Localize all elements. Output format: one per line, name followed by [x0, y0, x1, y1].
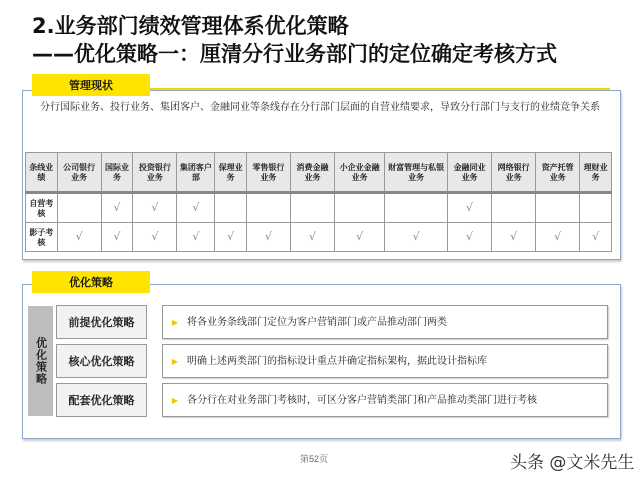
- check-icon: √: [246, 223, 290, 252]
- check-icon: √: [448, 223, 492, 252]
- table-cell: [385, 193, 448, 223]
- check-icon: √: [580, 223, 612, 252]
- strategy-text: 各分行在对业务部门考核时，可区分客户营销类部门和产品推动类部门进行考核: [187, 394, 537, 406]
- check-icon: √: [335, 223, 385, 252]
- strategy-name: 核心优化策略: [56, 344, 147, 378]
- watermark: 头条 @文米先生: [510, 453, 635, 473]
- table-header-cell: 消费金融业务: [290, 153, 334, 193]
- table-cell: [536, 193, 580, 223]
- current-status-description: 分行国际业务、投行业务、集团客户、金融同业等条线存在分行部门层面的自营业绩要求，导致分行部门与支行的业绩竞争关系: [40, 102, 600, 113]
- table-header-cell: 国际业务: [101, 153, 133, 193]
- check-icon: √: [290, 223, 334, 252]
- triangle-bullet-icon: ▶: [171, 317, 179, 327]
- strategy-text: 明确上述两类部门的指标设计重点并确定指标架构，据此设计指标库: [187, 355, 487, 367]
- table-cell: [290, 193, 334, 223]
- check-icon: √: [385, 223, 448, 252]
- table-header-cell: 财富管理与私银业务: [385, 153, 448, 193]
- check-icon: √: [57, 223, 101, 252]
- check-icon: √: [177, 223, 215, 252]
- check-icon: √: [536, 223, 580, 252]
- table-cell: [335, 193, 385, 223]
- optimize-side-label: 优化策略: [28, 306, 53, 416]
- table-header-cell: 投资银行业务: [133, 153, 177, 193]
- check-icon: √: [133, 223, 177, 252]
- strategy-description: [162, 305, 608, 339]
- triangle-bullet-icon: ▶: [171, 395, 179, 405]
- row-label: 自营考核: [26, 193, 58, 223]
- table-header-cell: 公司银行业务: [57, 153, 101, 193]
- strategy-description: [162, 344, 608, 378]
- table-header-cell: 集团客户部: [177, 153, 215, 193]
- triangle-bullet-icon: ▶: [171, 356, 179, 366]
- page-subtitle: ——优化策略一：厘清分行业务部门的定位确定考核方式: [32, 42, 557, 66]
- check-icon: √: [177, 193, 215, 223]
- table-row: [26, 193, 612, 223]
- table-row: [26, 223, 612, 252]
- table-header-cell: 小企业金融业务: [335, 153, 385, 193]
- optimize-tab: 优化策略: [32, 271, 150, 293]
- table-header-cell: 零售银行业务: [246, 153, 290, 193]
- check-icon: √: [492, 223, 536, 252]
- current-status-tab: 管理现状: [32, 74, 150, 96]
- table-header-cell: 保理业务: [215, 153, 247, 193]
- strategy-name: 前提优化策略: [56, 305, 147, 339]
- page-title: 2.业务部门绩效管理体系优化策略: [32, 14, 349, 38]
- table-cell: [57, 193, 101, 223]
- row-label: 影子考核: [26, 223, 58, 252]
- check-icon: √: [448, 193, 492, 223]
- strategy-text: 将各业务条线部门定位为客户营销部门或产品推动部门两类: [187, 316, 447, 328]
- table-header-cell: 条线业绩: [26, 153, 58, 193]
- table-header-cell: 资产托管业务: [536, 153, 580, 193]
- table-cell: [492, 193, 536, 223]
- check-icon: √: [133, 193, 177, 223]
- assessment-table: [25, 152, 612, 252]
- table-header-cell: 理财业务: [580, 153, 612, 193]
- table-header-cell: 金融同业业务: [448, 153, 492, 193]
- table-cell: [215, 193, 247, 223]
- table-cell: [246, 193, 290, 223]
- check-icon: √: [101, 193, 133, 223]
- strategy-description: [162, 383, 608, 417]
- page-number: 第52页: [300, 454, 329, 464]
- table-cell: [580, 193, 612, 223]
- check-icon: √: [215, 223, 247, 252]
- strategy-name: 配套优化策略: [56, 383, 147, 417]
- table-header-cell: 网络银行业务: [492, 153, 536, 193]
- check-icon: √: [101, 223, 133, 252]
